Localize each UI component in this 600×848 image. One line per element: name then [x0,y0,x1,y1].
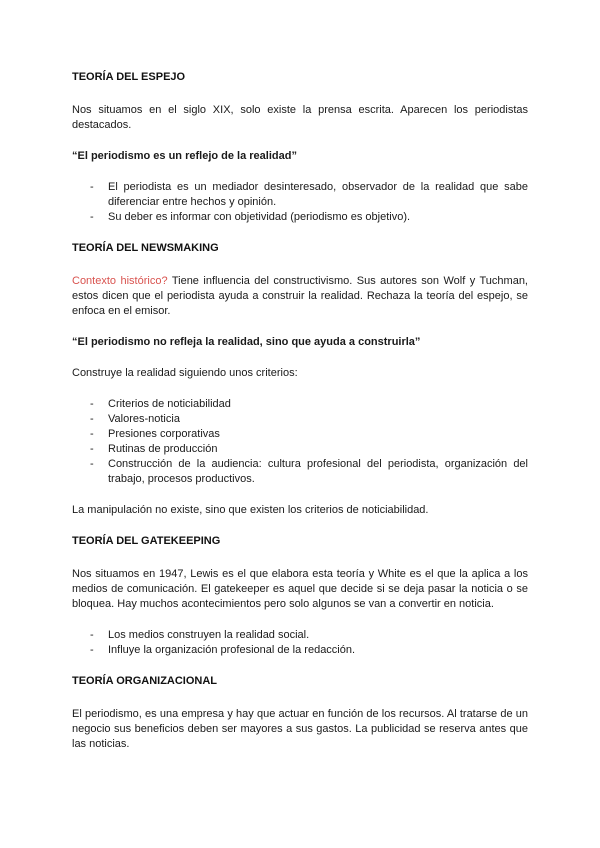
section-title-gatekeeping: TEORÍA DEL GATEKEEPING [72,535,221,547]
document-page [72,70,528,768]
section-title-espejo: TEORÍA DEL ESPEJO [72,71,186,83]
context-label: Contexto histórico? [72,275,168,287]
section-title-organizacional: TEORÍA ORGANIZACIONAL [72,675,218,687]
list-item: - El periodista es un mediador desinteresado, observador de la realidad que sabe diferenciar entre hechos y opinión. [72,180,528,210]
list-item: - Criterios de noticiabilidad [72,397,528,412]
gatekeeping-bullet-list [72,628,528,658]
list-item: - Su deber es informar con objetividad (periodismo es objetivo). [72,210,528,225]
list-item: - Presiones corporativas [72,427,528,442]
section-title-newsmaking: TEORÍA DEL NEWSMAKING [72,242,219,254]
espejo-quote: “El periodismo es un reflejo de la realidad” [72,150,297,162]
list-item: - Construcción de la audiencia: cultura profesional del periodista, organización del trabajo, procesos productivos. [72,457,528,487]
context-text: Tiene influencia del constructivismo. Sus autores son Wolf y Tuchman, estos dicen que el periodista ayuda a construir la realidad. Rechaza la teoría del espejo, se enfoca en el emisor. [72,275,528,317]
organizacional-intro: El periodismo, es una empresa y hay que actuar en función de los recursos. Al tratarse de un negocio sus beneficios deben ser mayores a sus gastos. La publicidad se reserva antes que las noticias. [72,708,528,750]
espejo-intro: Nos situamos en el siglo XIX, solo existe la prensa escrita. Aparecen los periodistas destacados. [72,104,528,131]
newsmaking-bullet-list [72,397,528,487]
newsmaking-lead: Construye la realidad siguiendo unos criterios: [72,367,298,379]
list-item: - Influye la organización profesional de la redacción. [72,643,528,658]
newsmaking-closing: La manipulación no existe, sino que existen los criterios de noticiabilidad. [72,504,429,516]
newsmaking-context [72,274,528,319]
newsmaking-quote: “El periodismo no refleja la realidad, sino que ayuda a construirla” [72,336,421,348]
list-item: - Rutinas de producción [72,442,528,457]
gatekeeping-intro: Nos situamos en 1947, Lewis es el que elabora esta teoría y White es el que la aplica a los medios de comunicación. El gatekeeper es aquel que decide si se deja pasar la noticia o se bloquea. Hay muchos acontecimientos pero solo algunos se van a convertir en noticia. [72,568,528,610]
list-item: - Valores-noticia [72,412,528,427]
list-item: - Los medios construyen la realidad social. [72,628,528,643]
espejo-bullet-list [72,180,528,225]
